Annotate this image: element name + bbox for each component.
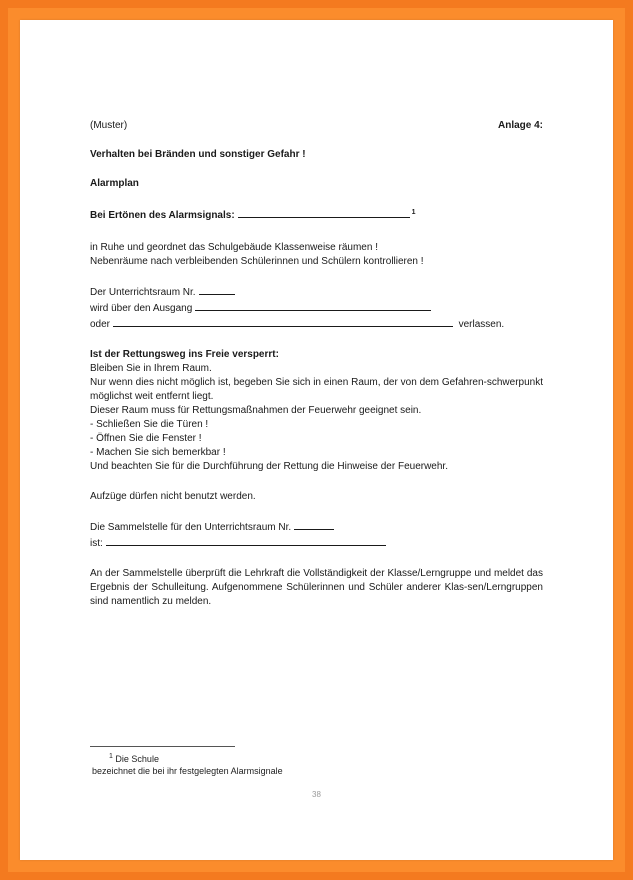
room-line-3 (90, 316, 543, 332)
assembly-point-blank (106, 535, 386, 546)
escape-block (90, 348, 543, 474)
escape-line: Und beachten Sie für die Durchführung der Rettung die Hinweise der Feuerwehr. (90, 461, 448, 472)
assembly-room-blank (294, 519, 334, 530)
leave-label: verlassen. (458, 319, 505, 330)
assembly-line-2 (90, 535, 543, 551)
footnote (92, 753, 283, 777)
room-line-1 (90, 284, 543, 300)
escape-line: Nur wenn dies nicht möglich ist, begeben Sie sich in einen Raum, der von dem Gefahren-schwerpunkt möglichst weit entfernt liegt. (90, 377, 543, 402)
instruction-line: Nebenräume nach verbleibenden Schülerinnen und Schülern kontrollieren ! (90, 256, 424, 267)
escape-line: Dieser Raum muss für Rettungsmaßnahmen der Feuerwehr geeignet sein. (90, 405, 422, 416)
instruction-line: in Ruhe und geordnet das Schulgebäude Klassenweise räumen ! (90, 242, 378, 253)
page-number: 38 (312, 790, 321, 799)
alarm-signal-blank (238, 207, 410, 218)
elevator-note: Aufzüge dürfen nicht benutzt werden. (90, 491, 256, 502)
room-block (90, 284, 543, 332)
footnote-number: 1 (109, 753, 113, 760)
escape-line: Bleiben Sie in Ihrem Raum. (90, 363, 212, 374)
assembly-point-label: ist: (90, 538, 103, 549)
room-number-label: Der Unterrichtsraum Nr. (90, 287, 196, 298)
room-line-2 (90, 300, 543, 316)
alarm-signal-label: Bei Ertönen des Alarmsignals: (90, 210, 235, 221)
footnote-line-2: bezeichnet die bei ihr festgelegten Alarmsignale (92, 766, 283, 776)
document-page (20, 20, 613, 860)
header-left: (Muster) (90, 120, 128, 131)
escape-line: - Öffnen Sie die Fenster ! (90, 433, 202, 444)
footnote-line-1 (92, 753, 283, 765)
escape-heading: Ist der Rettungsweg ins Freie versperrt: (90, 349, 279, 360)
footnote-text: Die Schule (115, 754, 159, 764)
room-number-blank (199, 284, 235, 295)
assembly-line-1 (90, 519, 543, 535)
header-right: Anlage 4: (497, 120, 543, 131)
alternative-exit-label: oder (90, 319, 111, 330)
footnote-rule (90, 746, 235, 747)
document-title: Verhalten bei Bränden und sonstiger Gefahr ! (90, 149, 306, 160)
assembly-block (90, 519, 543, 551)
exit-label: wird über den Ausgang (90, 303, 193, 314)
escape-line: - Schließen Sie die Türen ! (90, 419, 209, 430)
alarm-signal-line (90, 207, 543, 223)
document-subtitle: Alarmplan (90, 178, 139, 189)
instructions (90, 241, 543, 269)
escape-line: - Machen Sie sich bemerkbar ! (90, 447, 226, 458)
assembly-label: Die Sammelstelle für den Unterrichtsraum Nr. (90, 522, 292, 533)
document-body (90, 119, 543, 609)
closing-paragraph: An der Sammelstelle überprüft die Lehrkraft die Vollständigkeit der Klasse/Lerngruppe und meldet das Ergebnis der Schulleitung. Aufgenommene Schülerinnen und Schüler anderer Klas-sen/Lerngruppen sind namentlich zu melden. (90, 568, 543, 607)
alternative-exit-blank (113, 316, 453, 327)
header-row (90, 119, 543, 133)
exit-blank (195, 300, 431, 311)
footnote-ref: 1 (411, 208, 416, 216)
